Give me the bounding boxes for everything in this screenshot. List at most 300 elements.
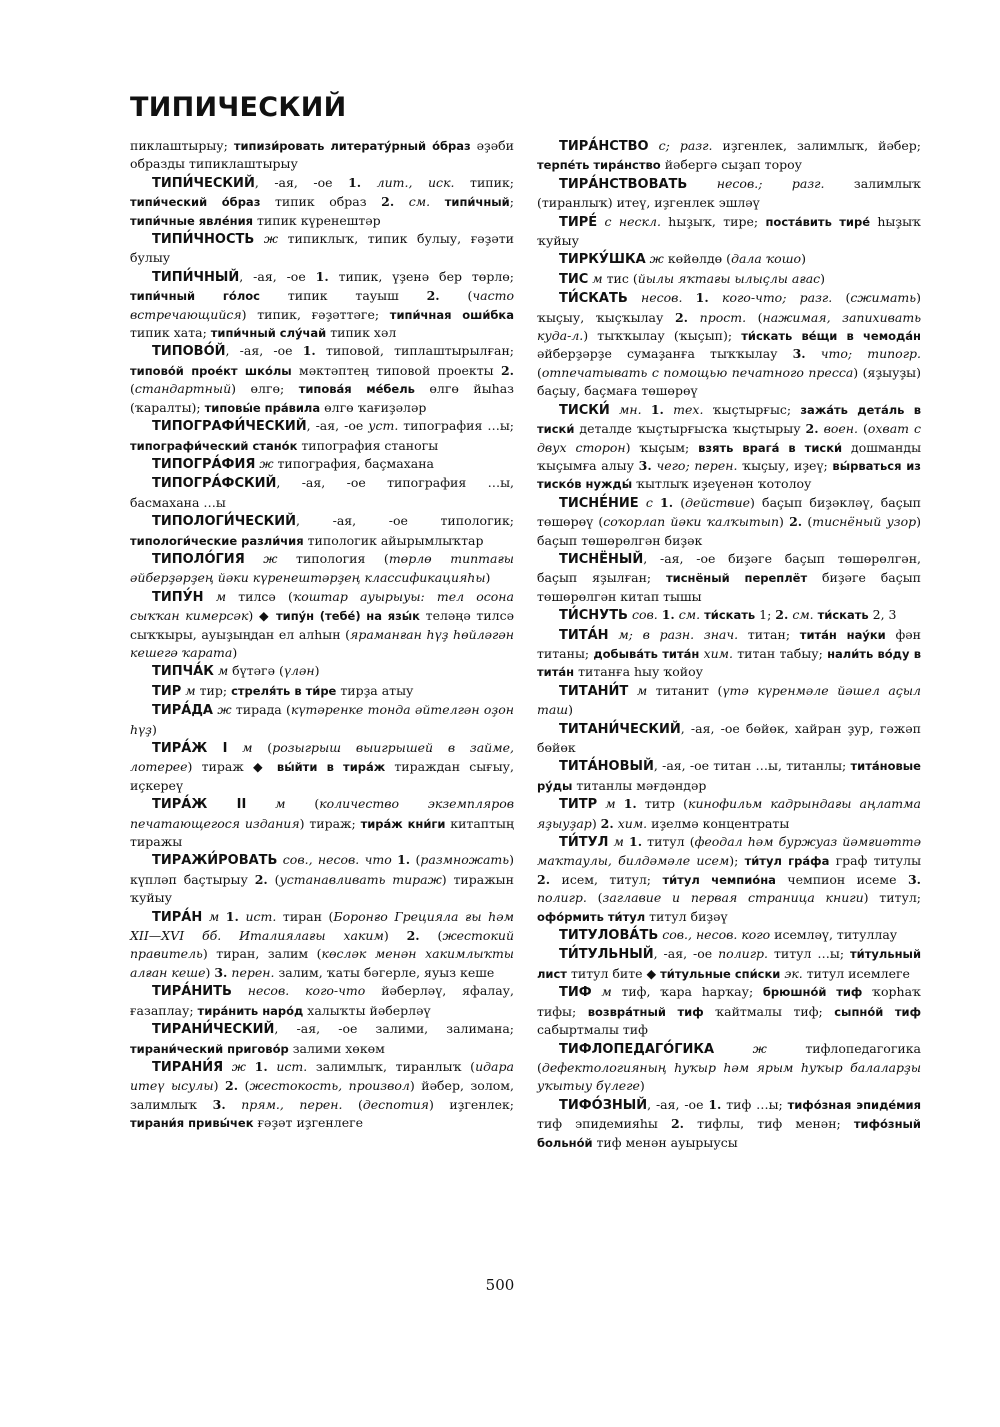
gloss: сжимать	[850, 290, 917, 306]
phrase: типизи́ровать литерату́рный о́браз	[233, 139, 471, 153]
entry-text: мәктәптең типовой проекты	[291, 362, 501, 378]
phrase: добыва́ть тита́н	[593, 646, 700, 661]
entry-text	[806, 346, 821, 361]
sense-number: 3.	[792, 346, 806, 362]
grammar-label: прост.	[699, 309, 747, 325]
sense-number: 1.	[650, 401, 664, 417]
entry-text	[204, 589, 216, 604]
grammar-label: ж	[263, 231, 279, 247]
grammar-label: кого-что; разг.	[721, 290, 833, 306]
entry-text: типиклыҡ, типик булыу, ғәҙәти булыу	[130, 231, 514, 266]
sense-number: 2.	[406, 928, 420, 944]
grammar-label: см.	[678, 607, 701, 623]
entry-text: типик хата;	[130, 325, 211, 341]
grammar-label: ист.	[276, 1058, 308, 1074]
entry-text: тиран (	[276, 908, 334, 924]
entry-text: типик тауыш	[259, 288, 427, 304]
entry-text: иҙгенлек, залимлыҡ, йәбер;	[712, 138, 921, 153]
dictionary-entry	[130, 908, 514, 983]
entry-text: ) тиран, залим (	[202, 946, 322, 962]
entry-text: ) иҙгенлек;	[428, 1096, 515, 1112]
phrase: зажа́ть дета́ль в тиски́	[537, 402, 921, 437]
phrase: типу́н (тебе́) на язы́к	[275, 609, 420, 624]
entry-text	[430, 194, 445, 209]
entry-text: 1;	[755, 607, 776, 623]
grammar-label: ж	[217, 702, 232, 718]
entry-text: (	[537, 364, 542, 380]
grammar-label: м	[215, 588, 227, 604]
entry-text: (	[673, 494, 686, 510]
entry-text	[597, 214, 604, 229]
entry-text: титанлы мәғдәндәр	[572, 777, 707, 793]
grammar-label: перен.	[231, 964, 275, 980]
phrase: типи́чный го́лос	[130, 289, 260, 304]
gloss: көсләк менән хакимлыҡты алған кеше	[130, 946, 514, 980]
entry-text: ) ҡыҫым;	[625, 439, 699, 455]
gloss: количество экземпляров печатающегося издания	[130, 796, 515, 831]
phrase: сыпно́й тиф	[834, 1004, 922, 1019]
entry-text	[639, 495, 646, 510]
gloss: заглавие и первая страница книги	[602, 890, 864, 906]
dictionary-entry	[130, 174, 514, 230]
entry-text: типография, баҫмахана	[273, 455, 435, 471]
entry-text: (	[586, 890, 603, 906]
entry-text: , -ая, -ое типологик;	[296, 513, 514, 529]
dictionary-entry	[130, 982, 514, 1020]
headword: ТИРА́ДА	[152, 703, 213, 719]
phrase: взять врага́ в тиски́	[698, 440, 843, 455]
entry-text: дошманды ҡыҫымға алыу	[537, 439, 922, 473]
entry-text: )	[383, 928, 407, 944]
grammar-label: см.	[792, 607, 814, 623]
dictionary-entry	[537, 401, 921, 494]
phrase: вы́йти в тира́ж	[276, 760, 386, 775]
sense-number: 3.	[907, 871, 921, 887]
entry-text: ) күпләп баҫтырыу	[130, 852, 514, 887]
entry-text: титул бите ◆	[566, 965, 661, 981]
sense-number: 2.	[381, 194, 395, 210]
entry-text: тиф …ы;	[721, 1096, 788, 1112]
entry-text: чемпион исеме	[775, 871, 908, 887]
phrase: ти́тульные спи́ски	[660, 966, 781, 981]
sense-number: 1.	[315, 268, 329, 284]
phrase: типи́чные явле́ния	[130, 213, 254, 228]
headword: ТИРА́НСТВО	[559, 139, 649, 154]
headword: ТИРАНИ́Я	[152, 1059, 224, 1075]
dictionary-entry	[537, 757, 921, 795]
entry-text: халыҡты йәберләү	[303, 1002, 431, 1018]
entry-text: )	[205, 964, 215, 980]
grammar-label: с; разг.	[658, 138, 713, 153]
headword: ТИТА́Н	[559, 627, 609, 643]
entry-text	[688, 310, 700, 325]
entry-text: типография станогы	[297, 437, 439, 453]
gloss: Боронғо Грецияла ғы һәм XII—XVI бб. Италиялағы хаким	[130, 908, 514, 944]
entry-text: ҡыҫыу, иҙеү;	[737, 457, 833, 473]
entry-text: , -ая, -ое	[306, 418, 369, 434]
dictionary-entry	[537, 250, 921, 269]
gloss: отпечатывать с помощью печатного пресса	[541, 364, 854, 380]
entry-text: типик хәл	[326, 325, 397, 341]
entry-text: )	[485, 570, 491, 586]
gloss: жестокость, произвол	[249, 1078, 410, 1094]
phrase: тита́н нау́ки	[799, 627, 886, 642]
entry-text: титр (	[636, 796, 688, 812]
phrase: вы́рваться из тиско́в нужды́	[537, 458, 921, 492]
headword: ТИТУЛОВА́ТЬ	[559, 928, 659, 944]
entry-text: типологик айырымлыҡтар	[303, 532, 484, 548]
entry-text: )	[232, 644, 238, 660]
entry-text: ) титул;	[863, 890, 921, 906]
entry-text: титул …ы;	[768, 946, 851, 962]
phrase: ти́тул чемпио́на	[662, 872, 776, 887]
entry-text: ) баҫып биҙәкләү, баҫып төшөрөү (	[537, 494, 921, 530]
entry-text: бүтәгә (	[228, 663, 284, 679]
sense-number: 2.	[600, 815, 614, 831]
entry-text: (	[130, 381, 135, 397]
grammar-label: м	[185, 682, 196, 698]
entry-text: (	[342, 1096, 363, 1112]
left-column	[130, 137, 514, 1133]
sense-number: 2.	[805, 421, 819, 437]
entry-text: (	[746, 309, 763, 325]
entry-text: залимлыҡ (тиранлыҡ) итеү, иҙгенлек эшләү	[537, 175, 921, 211]
dictionary-entry	[537, 682, 921, 720]
entry-text: ) (яҙыуҙы) баҫыу, баҫмаға төшөрөү	[537, 364, 921, 399]
grammar-label: м; в разн. знач.	[618, 626, 739, 642]
grammar-label: м	[613, 834, 624, 850]
gloss: устанавливать тираж	[279, 871, 442, 887]
entry-text: залим, ҡаты бәгерле, яуыз кеше	[274, 964, 495, 980]
gloss: үтә күренмәле йәшел аҫыл таш	[537, 682, 921, 718]
dictionary-entry	[130, 417, 514, 455]
entry-text: (	[439, 288, 473, 304]
grammar-label: сов., несов. кого	[662, 927, 771, 943]
dictionary-entry	[537, 550, 921, 606]
entry-text: тис (	[602, 270, 638, 286]
grammar-label: м	[636, 682, 648, 698]
headword: ТИРКУ́ШКА	[559, 252, 646, 268]
dictionary-entry	[537, 213, 921, 251]
grammar-label: хим.	[703, 645, 734, 661]
gloss: кинофильм кадрындағы аңлатма яҙыуҙар	[537, 796, 921, 831]
entry-text	[223, 1059, 232, 1074]
entry-text	[232, 983, 248, 998]
grammar-label: что; типогр.	[820, 346, 921, 362]
grammar-label: ж	[649, 251, 664, 267]
entry-text: )	[591, 815, 601, 831]
entry-text: деталде ҡыҫтырғысҡа ҡыҫтырыу	[574, 421, 806, 437]
entry-text: пиклаштырыу;	[130, 138, 234, 153]
dictionary-entry	[537, 606, 921, 625]
entry-text	[254, 231, 264, 246]
entry-text: титан;	[738, 626, 800, 642]
grammar-label: эк.	[784, 965, 803, 981]
entry-text: )	[801, 251, 806, 267]
entry-text	[245, 551, 264, 566]
entry-text: , -ая, -ое бөйөк, хайран ҙур, гәжәп бөйөк	[537, 720, 921, 755]
dictionary-entry	[537, 945, 921, 983]
entry-text: йәбергә сыҙап тороу	[660, 157, 803, 173]
grammar-label: м	[592, 270, 603, 286]
entry-text: тиф эпидемияһы	[537, 1116, 671, 1132]
dictionary-entry	[537, 175, 921, 213]
entry-text	[246, 796, 275, 811]
grammar-label: м	[601, 984, 612, 1000]
entry-text: ;	[509, 194, 514, 210]
phrase: тифо́зная эпиде́мия	[787, 1097, 921, 1112]
grammar-label: ж	[231, 1058, 246, 1074]
phrase: типова́я ме́бель	[298, 382, 415, 397]
entry-text	[609, 627, 619, 642]
headword: ТИС	[559, 271, 589, 287]
entry-text: ҡытлыҡ иҙеүенән ҡотолоу	[632, 476, 812, 492]
grammar-label: тех.	[673, 401, 704, 417]
sense-number: 1.	[695, 290, 709, 306]
phrase: типологи́ческие разли́чия	[130, 533, 304, 548]
entry-text: ғәҙәт иҙгенлеге	[253, 1115, 364, 1131]
sense-number: 1.	[629, 834, 643, 850]
entry-text: ҡорһаҡ тифы;	[537, 984, 921, 1019]
grammar-label: несов.	[641, 290, 683, 306]
entry-text: , -ая, -ое	[254, 174, 349, 190]
entry-text: типик, үҙенә бер төрлө;	[328, 268, 515, 284]
grammar-label: лит., иск.	[376, 174, 455, 190]
entry-text: ) тыҡҡылау (ҡыҫып);	[583, 328, 742, 344]
entry-text: тираждан сығыу, иҫкереү	[130, 759, 514, 793]
dictionary-entry	[130, 701, 514, 739]
sense-number: 1.	[660, 494, 674, 510]
sense-number: 2.	[254, 871, 268, 887]
entry-text: )	[314, 663, 320, 679]
grammar-label: сов.	[631, 607, 658, 623]
phrase: офо́рмить ти́тул	[537, 909, 646, 924]
grammar-label: прям., перен.	[241, 1096, 343, 1112]
gloss: жестокий правитель	[130, 928, 515, 962]
grammar-label: м	[275, 796, 286, 812]
headword: ТИПИ́ЧНЫЙ	[152, 269, 240, 285]
entry-text: биҙәге баҫып төшөрөлгән китап тышы	[537, 570, 921, 604]
entry-text: өлгө ҡағиҙәләр	[320, 399, 427, 415]
entry-text: һыҙыҡ, тире;	[660, 213, 766, 229]
dictionary-entry	[537, 983, 921, 1039]
headword: ТИРАНИ́ЧЕСКИЙ	[152, 1022, 275, 1038]
dictionary-entry	[130, 1058, 514, 1133]
entry-text: типик күренештәр	[253, 212, 381, 228]
headword: ТИРА́Ж I	[152, 741, 228, 756]
entry-text: )	[820, 270, 826, 286]
gloss: стандартный	[134, 381, 232, 397]
entry-text	[687, 176, 716, 191]
entry-text: теләңә тилсә сыҡҡыры, ауыҙыңдан ел алһын (	[130, 608, 514, 642]
headword: ТИПИ́ЧНОСТЬ	[152, 232, 255, 248]
headword: ТИТАНИ́Т	[559, 683, 629, 699]
sense-number: 1.	[623, 796, 637, 812]
sense-number: 1.	[708, 1096, 722, 1112]
entry-text: (	[252, 740, 273, 755]
entry-text: йәберләү, яфалау, ғазаплау;	[130, 983, 514, 1018]
entry-text	[653, 495, 660, 510]
headword: ТИПЧА́К	[152, 664, 214, 680]
sense-number: 1.	[661, 607, 675, 623]
dictionary-entry	[130, 682, 514, 701]
phrase: терпе́ть тира́нство	[537, 158, 661, 173]
entry-text: )	[779, 514, 790, 530]
sense-number: 2.	[537, 871, 551, 887]
dictionary-entry	[130, 137, 514, 174]
grammar-label: хим.	[617, 815, 648, 831]
phrase: ти́скать	[704, 608, 756, 623]
sense-number: 2.	[789, 514, 803, 530]
phrase: нали́ть во́ду в тита́н	[537, 646, 921, 680]
gloss: үлән	[283, 663, 315, 679]
dictionary-entry	[130, 662, 514, 681]
dictionary-entry	[537, 289, 921, 400]
entry-text	[709, 290, 722, 305]
headword: ТИФЛОПЕДАГО́ГИКА	[559, 1041, 715, 1057]
entry-text	[219, 909, 226, 924]
entry-text: әйберҙәрҙе сумаҙанға тыҡҡылау	[537, 346, 793, 362]
entry-text: граф титулы	[829, 853, 922, 869]
sense-number: 2.	[500, 362, 514, 378]
entry-text	[227, 740, 242, 755]
sense-number: 1.	[397, 852, 411, 868]
sense-number: 2.	[426, 288, 440, 304]
headword: ТИ́ТУЛЬНЫЙ	[559, 947, 654, 963]
dictionary-entry	[537, 926, 921, 945]
phrase: тиснёный переплёт	[665, 571, 808, 586]
gloss: ҡоштар ауырыуы: тел осона сыҡҡан кимерсәк	[130, 588, 514, 624]
grammar-label: ж	[263, 550, 278, 566]
entry-text: тилсә (	[226, 588, 293, 604]
headword: ТИР	[152, 683, 182, 699]
entry-text: )	[568, 702, 574, 718]
grammar-label: м	[217, 663, 229, 679]
phrase: типи́ческий о́браз	[130, 195, 261, 210]
headword: ТИПОЛОГИ́ЧЕСКИЙ	[152, 514, 297, 530]
entry-text: өлгө йыһаз (ҡаралты);	[130, 381, 515, 415]
headword: ТИСКИ́	[559, 402, 610, 418]
entry-text: )	[639, 1078, 645, 1094]
phrase: тита́новые ру́ды	[537, 759, 921, 793]
entry-text: , -ая, -ое титан …ы, титанлы;	[653, 758, 851, 774]
grammar-label: воен.	[823, 421, 858, 437]
grammar-label: с	[645, 494, 653, 510]
phrase: типово́й прое́кт шко́лы	[130, 363, 292, 378]
grammar-label: сов., несов. что	[282, 852, 392, 868]
dictionary-entry	[537, 626, 921, 682]
headword: ТИПОВО́Й	[152, 344, 226, 360]
entry-text: , -ая, -ое	[239, 268, 316, 284]
dictionary-entry	[130, 739, 514, 795]
headword: ТИТА́НОВЫЙ	[559, 759, 654, 775]
dictionary-entry	[537, 795, 921, 833]
gloss: феодал һәм буржуаз йәмғиәттә маҡтаулы, билдәмәле исем	[537, 834, 921, 869]
grammar-label: несов.; разг.	[716, 175, 825, 191]
headword: ТИСНЁНЫЙ	[559, 551, 644, 567]
entry-text: тирада (	[231, 702, 291, 718]
phrase: тифо́зный больно́й	[537, 1117, 921, 1150]
sense-number: 3.	[638, 457, 652, 473]
phrase: брюшно́й тиф	[762, 985, 863, 1000]
headword: ТИПОГРА́ФСКИЙ	[152, 476, 277, 492]
entry-text: (	[238, 1078, 250, 1094]
headword: ТИПОЛО́ГИЯ	[152, 551, 245, 567]
phrase: типографи́ческий стано́к	[130, 438, 298, 453]
headword: ТИПОГРА́ФИЯ	[152, 456, 256, 472]
entry-text: , -ая, -ое залими, залимана;	[274, 1021, 514, 1037]
dictionary-entry	[130, 512, 514, 550]
headword: ТИФ	[559, 985, 592, 1001]
gloss: дала ҡошо	[731, 251, 802, 267]
dictionary-entry	[130, 474, 514, 512]
entry-text	[202, 909, 209, 924]
entry-text: титанит (	[647, 682, 723, 698]
sense-number: 3.	[212, 1096, 226, 1112]
entry-text: ) баҫып төшөрөлгән биҙәк	[537, 514, 921, 548]
entry-text	[610, 402, 619, 417]
gloss: нажимая, запихивать куда-л.	[537, 309, 922, 344]
gloss: идара итеү ысулы	[130, 1058, 514, 1094]
entry-text: ) ҡыҫыу, ҡыҫҡылау	[537, 290, 921, 325]
dictionary-entry	[537, 1096, 921, 1152]
headword: ТИТАНИ́ЧЕСКИЙ	[559, 721, 681, 737]
entry-text: ) йәбер, золом, залимлыҡ	[130, 1078, 514, 1112]
entry-text: китаптың тиражы	[130, 815, 514, 850]
sense-number: 1.	[254, 1058, 268, 1074]
sense-number: 1.	[348, 174, 362, 190]
headword: ТИРА́НСТВОВАТЬ	[559, 176, 688, 192]
sense-number: 2.	[670, 1116, 685, 1132]
entry-text: (	[858, 421, 868, 437]
dictionary-entry	[130, 230, 514, 268]
grammar-label: мн.	[619, 401, 642, 417]
gloss: размножать	[420, 852, 510, 868]
entry-text: типик;	[454, 174, 514, 190]
entry-text: ) тираж ◆	[187, 759, 277, 775]
entry-text: титул (	[642, 834, 695, 850]
grammar-label: чего; перен.	[656, 457, 738, 473]
gloss: деспотия	[362, 1096, 429, 1112]
entry-text	[628, 290, 641, 305]
entry-text: ) тиражын ҡуйыу	[130, 871, 514, 906]
dictionary-entry	[130, 1020, 514, 1058]
entry-text	[664, 402, 673, 417]
entry-text	[246, 1059, 255, 1074]
entry-text	[394, 194, 409, 209]
grammar-label: несов. кого-что	[247, 983, 366, 999]
phrase: ти́тул гра́фа	[744, 854, 830, 869]
entry-text	[649, 138, 659, 153]
headword: ТИРА́НИТЬ	[152, 984, 232, 1000]
entry-text: титул исемлеге	[802, 965, 910, 981]
entry-text: , -ая, -ое типография …ы, басмахана …ы	[130, 475, 514, 510]
grammar-label: с нескл.	[604, 213, 661, 229]
phrase: тира́ж кни́ги	[360, 816, 446, 831]
phrase: тирани́ческий пригово́р	[130, 1041, 289, 1056]
phrase: стреля́ть в ти́ре	[231, 683, 337, 698]
headword: ТИРЕ́	[559, 214, 598, 230]
entry-text	[592, 984, 602, 999]
entry-text: (	[410, 852, 421, 868]
entry-text: ) тираж;	[299, 815, 361, 831]
entry-text: иҙелмә концентраты	[647, 815, 790, 831]
entry-text: тиф, ҡара һарҡау;	[611, 984, 763, 1000]
dictionary-entry	[130, 268, 514, 343]
dictionary-entry	[130, 851, 514, 907]
entry-text: титул биҙәү	[645, 908, 728, 924]
entry-text	[361, 175, 377, 190]
